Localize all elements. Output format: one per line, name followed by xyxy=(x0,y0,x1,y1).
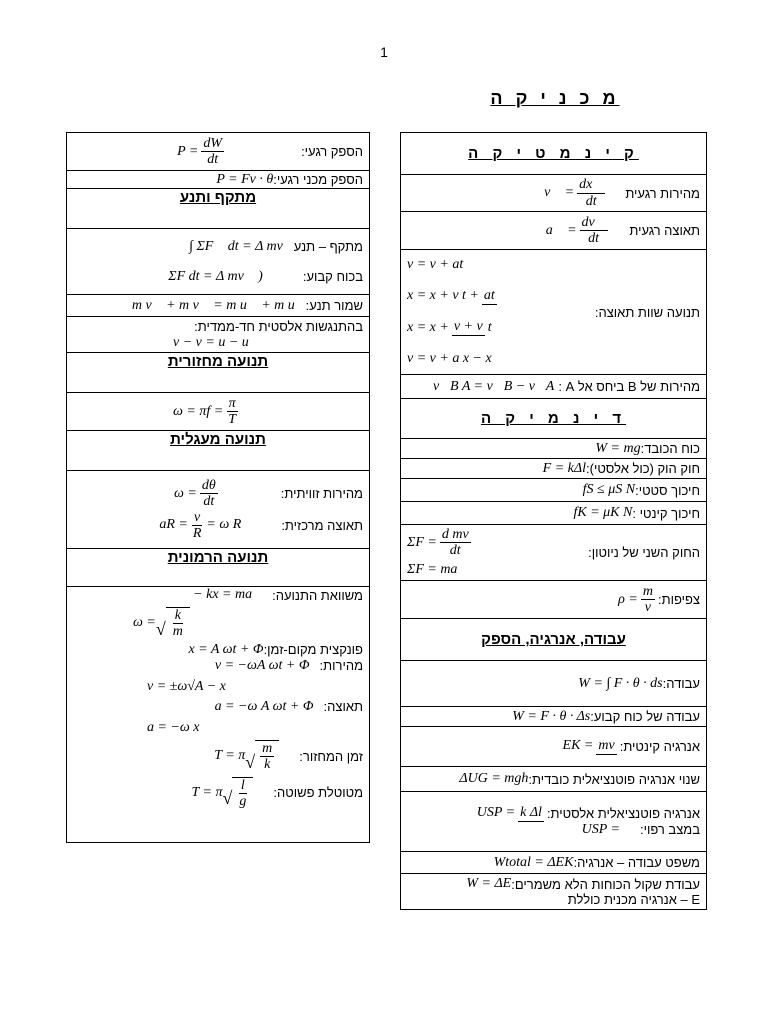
grav-pe-label: שנוי אנרגיה פוטנציאלית כובדית: xyxy=(528,771,700,787)
velocity-formula-2: v = ±ω√A − x xyxy=(147,678,226,694)
kinetic-energy-label: אנרגיה קינטית: xyxy=(619,738,700,754)
const-force-formula: ΣF dt = Δ mv⃗ ) xyxy=(168,268,263,284)
inst-power-formula: P = $\frac{dW}{dt}$ xyxy=(177,135,222,167)
relaxed-label: במצב רפוי: xyxy=(639,822,700,838)
nonconservative-label: עבודת שקול הכוחות הלא משמרים: xyxy=(511,876,700,892)
work-const-formula: W = F · θ · Δs xyxy=(512,708,591,724)
kinematics-header: ק י נ מ ט י ק ה xyxy=(468,145,639,162)
const-force-label: בכוח קבוע: xyxy=(302,269,363,284)
nonconservative-formula: W = ΔE xyxy=(466,876,512,891)
newton2-label: החוק השני של ניוטון: xyxy=(588,545,700,560)
elastic-collision-formula: v − v = u − u xyxy=(173,334,249,350)
elastic-collision-label: בהתנגשות אלסטית חד-ממדית: xyxy=(194,318,363,334)
work-energy-formula: Wtotal = ΔEK xyxy=(493,854,574,870)
kinetic-energy-formula: EK = mv xyxy=(562,738,615,754)
angular-velocity-label: מהירות זוויתית: xyxy=(280,486,363,502)
position-label: פונקצית מקום-זמן: xyxy=(263,642,363,658)
mech-power-label: הספק מכני רגעי: xyxy=(273,172,363,187)
inst-velocity-label: מהירות רגעית xyxy=(625,185,700,201)
acceleration-formula-1: a = −ω A ωt + Φ xyxy=(214,698,314,714)
uniform-accel-formula-3: x = x + v + v t xyxy=(407,319,492,335)
impulse-label: מתקף – תנע xyxy=(293,239,363,254)
newton2-formula-2: ΣF = ma⃗ xyxy=(407,562,469,578)
relative-velocity-formula: v⃗B A = v⃗B − v⃗A xyxy=(432,378,555,394)
velocity-formula-1: v = −ωA ωt + Φ xyxy=(214,657,310,673)
periodic-formula: ω = πf = $\frac{\pi}{T}$ xyxy=(173,395,236,427)
right-formula-table xyxy=(400,132,707,910)
inst-accel-label: תאוצה רגעית xyxy=(629,223,700,238)
mech-energy-note: E – אנרגיה מכנית כוללת xyxy=(567,892,700,907)
work-const-label: עבודה של כוח קבוע: xyxy=(590,709,700,724)
work-energy-power-header: עבודה, אנרגיה, הספק xyxy=(481,631,626,648)
relaxed-formula: USP = xyxy=(581,821,620,837)
work-energy-label: משפט עבודה – אנרגיה: xyxy=(573,855,700,870)
periodic-motion-header: תנועה מחזורית xyxy=(167,353,269,370)
hooke-formula: F = kΔl xyxy=(542,460,586,476)
density-formula: ρ = $\frac{m}{v}$ xyxy=(618,583,653,615)
centripetal-formula: aR = $\frac{v}{R}$ = ω R xyxy=(159,509,242,541)
gravity-label: כוח הכובד: xyxy=(640,441,700,456)
page-number: 1 xyxy=(380,44,388,60)
conservation-label: שמור תנע: xyxy=(305,298,363,313)
acceleration-label: תאוצה: xyxy=(323,699,363,715)
position-formula: x = A ωt + Φ xyxy=(188,641,264,657)
impulse-formula: ∫ ΣF⃗ dt = Δ mv⃗ xyxy=(189,238,294,254)
static-friction-label: חיכוך סטטי: xyxy=(635,482,700,498)
period-label: זמן המחזור: xyxy=(299,748,363,764)
harmonic-motion-header: תנועה הרמונית xyxy=(167,549,269,566)
angular-velocity-formula: ω = $\frac{d\theta}{dt}$ xyxy=(174,477,216,510)
uniform-accel-label: תנועה שוות תאוצה: xyxy=(594,304,700,320)
conservation-formula: m v⃗ + m v⃗ = m u⃗ + m u⃗ xyxy=(131,297,306,313)
uniform-accel-formula-2: x = x + v t + at xyxy=(407,288,495,304)
period-formula: T = π √ $\frac{m}{k}$ xyxy=(214,740,279,773)
static-friction-formula: fS ≤ μS N xyxy=(582,482,636,497)
relative-velocity-label: מהירות של B ביחס אל A : xyxy=(558,379,700,394)
density-label: צפיפות: xyxy=(657,592,700,607)
omega-formula: ω = √ $\frac{k}{m}$ xyxy=(133,607,190,640)
uniform-accel-formula-4: v = v + a x − x xyxy=(407,350,492,366)
pendulum-label: מטוטלת פשוטה: xyxy=(273,785,363,801)
gravity-formula: W = mg xyxy=(595,440,641,456)
momentum-header: מתקף ותנע xyxy=(179,189,257,206)
work-label: עבודה: xyxy=(662,676,700,691)
inst-power-label: הספק רגעי: xyxy=(301,144,363,159)
page-title: מ כ נ י ק ה xyxy=(490,88,620,108)
inst-accel-formula: a⃗ = $\frac{dv⃗}{dt}$ xyxy=(545,214,606,246)
left-formula-table xyxy=(66,132,370,843)
newton2-formula-1: ΣF = $\frac{\text{d mv}}{dt}$ xyxy=(407,526,469,559)
uniform-accel-formula-1: v = v + at xyxy=(407,257,464,273)
elastic-pe-formula: USP = k Δl xyxy=(476,805,542,821)
equation-formula: − kx = ma xyxy=(193,587,253,602)
mech-power-formula: P = Fv · θ xyxy=(216,171,274,187)
circular-motion-header: תנועה מעגלית xyxy=(170,431,266,448)
acceleration-formula-2: a = −ω x xyxy=(147,719,200,735)
grav-pe-formula: ΔUG = mgh xyxy=(459,771,529,786)
kinetic-friction-formula: fK = μK N xyxy=(573,505,633,520)
equation-label: משוואת התנועה: xyxy=(272,587,363,603)
inst-velocity-formula: v⃗ = $\frac{dx⃗}{dt}$ xyxy=(544,177,604,209)
velocity-label: מהירות: xyxy=(319,658,363,674)
work-formula: W = ∫ F · θ · ds xyxy=(578,675,663,691)
centripetal-label: תאוצה מרכזית: xyxy=(281,517,363,533)
hooke-label: חוק הוק (כול אלסטי): xyxy=(586,461,700,476)
elastic-pe-label: אנרגיה פוטנציאלית אלסטית: xyxy=(546,805,700,821)
kinetic-friction-label: חיכוך קינטי : xyxy=(632,505,700,521)
pendulum-formula: T = π √ $\frac{l}{g}$ xyxy=(191,777,253,810)
dynamics-header: ד י נ מ י ק ה xyxy=(480,410,627,427)
